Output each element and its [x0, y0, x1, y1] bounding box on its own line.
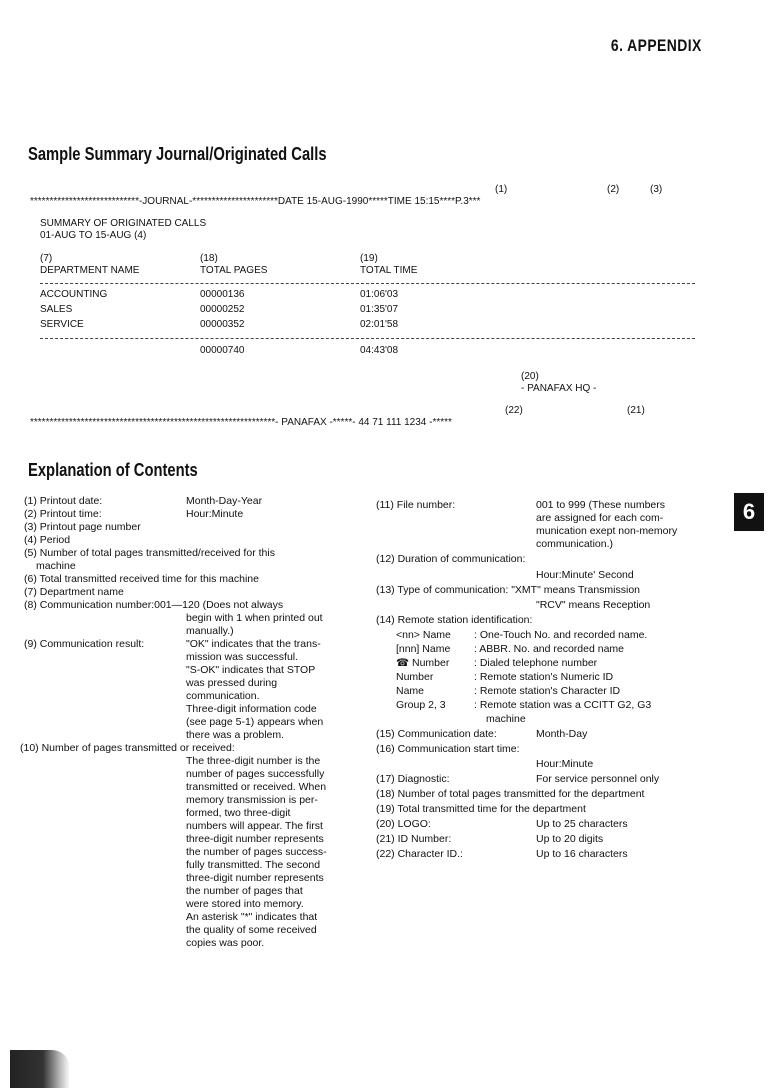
item-10: (10) Number of pages transmitted or received: — [20, 742, 235, 754]
divider — [40, 338, 695, 339]
callout-21: (21) — [627, 405, 645, 416]
phone-icon: ☎ Number — [396, 657, 450, 669]
item-16: (16) Communication start time: — [376, 743, 520, 755]
section-header: 6. APPENDIX — [611, 36, 702, 55]
item-14-cont: machine — [486, 713, 526, 725]
item-14-key: <nn> Name — [396, 629, 451, 641]
item-9-cont: communication. — [186, 690, 260, 702]
col-header-pages: TOTAL PAGES — [200, 265, 268, 276]
item-9-cont: (see page 5-1) appears when — [186, 716, 324, 728]
item-10-cont: the number of pages success- — [186, 846, 327, 858]
row-time: 02:01'58 — [360, 319, 399, 330]
item-9-cont: was pressed during — [186, 677, 278, 689]
row-dept: SALES — [40, 304, 73, 315]
row-pages: 00000136 — [200, 289, 245, 300]
item-4: (4) Period — [24, 534, 71, 546]
item-21-value: Up to 20 digits — [536, 833, 604, 845]
item-10-cont: An asterisk "*" indicates that — [186, 911, 318, 923]
journal-line: ****************************-JOURNAL-**********************DATE 15-AUG-1990*****TIME 15:15****P.3*** — [30, 196, 481, 207]
item-14-key: Group 2, 3 — [396, 699, 446, 711]
item-11-cont: munication exept non-memory — [536, 525, 678, 537]
item-10-cont: were stored into memory. — [186, 898, 304, 910]
item-8-cont: begin with 1 when printed out — [186, 612, 323, 624]
col-num-18: (18) — [200, 253, 218, 264]
item-8-cont: manually.) — [186, 625, 234, 637]
item-17-value: For service personnel only — [536, 773, 660, 785]
explanation-right — [376, 499, 716, 869]
row-pages: 00000352 — [200, 319, 245, 330]
col-num-19: (19) — [360, 253, 378, 264]
item-9-value: "OK" indicates that the trans- — [186, 638, 321, 650]
item-7: (7) Department name — [24, 586, 124, 598]
callout-3: (3) — [650, 184, 663, 195]
item-21: (21) ID Number: — [376, 833, 452, 845]
item-10-cont: copies was poor. — [186, 937, 265, 949]
row-dept: SERVICE — [40, 319, 84, 330]
item-14-key: Name — [396, 685, 425, 697]
item-22: (22) Character ID.: — [376, 848, 463, 860]
item-14-key: Number — [396, 671, 434, 683]
item-10-cont: the number of pages that — [186, 885, 303, 897]
item-14: (14) Remote station identification: — [376, 614, 533, 626]
item-11-value: 001 to 999 (These numbers — [536, 499, 665, 511]
callout-2: (2) — [607, 184, 620, 195]
item-14-desc: : Dialed telephone number — [474, 657, 598, 669]
sample-heading: Sample Summary Journal/Originated Calls — [28, 144, 327, 164]
item-17: (17) Diagnostic: — [376, 773, 450, 785]
callout-1: (1) — [495, 184, 508, 195]
item-3: (3) Printout page number — [24, 521, 141, 533]
total-time: 04:43'08 — [360, 345, 399, 356]
item-20-value: Up to 25 characters — [536, 818, 628, 830]
row-time: 01:06'03 — [360, 289, 399, 300]
item-11-cont: are assigned for each com- — [536, 512, 664, 524]
item-10-cont: the quality of some received — [186, 924, 317, 936]
item-10-cont: three-digit number represents — [186, 872, 324, 884]
item-1-value: Month-Day-Year — [186, 495, 263, 507]
divider — [40, 283, 695, 284]
col-header-time: TOTAL TIME — [360, 265, 418, 276]
item-10-cont: number of pages successfully — [186, 768, 325, 780]
row-pages: 00000252 — [200, 304, 245, 315]
item-6: (6) Total transmitted received time for this machine — [24, 573, 259, 585]
item-9-cont: "S-OK" indicates that STOP — [186, 664, 316, 676]
item-10-cont: numbers will appear. The first — [186, 820, 323, 832]
item-10-cont: fully transmitted. The second — [186, 859, 321, 871]
item-14-desc: : Remote station was a CCITT G2, G3 — [474, 699, 652, 711]
item-5-cont: machine — [36, 560, 76, 572]
col-header-dept: DEPARTMENT NAME — [40, 265, 140, 276]
item-2: (2) Printout time: — [24, 508, 102, 520]
item-15-value: Month-Day — [536, 728, 588, 740]
total-pages: 00000740 — [200, 345, 245, 356]
item-2-value: Hour:Minute — [186, 508, 244, 520]
item-9-cont: Three-digit information code — [186, 703, 317, 715]
item-14-key: [nnn] Name — [396, 643, 451, 655]
item-10-cont: transmitted or received. When — [186, 781, 327, 793]
col-num-7: (7) — [40, 253, 53, 264]
summary-title: SUMMARY OF ORIGINATED CALLS — [40, 218, 207, 229]
item-10-cont: three-digit number represents — [186, 833, 324, 845]
summary-period: 01-AUG TO 15-AUG (4) — [40, 230, 147, 241]
item-16-value: Hour:Minute — [536, 758, 594, 770]
item-20: (20) LOGO: — [376, 818, 431, 830]
scan-artifact — [10, 1050, 70, 1088]
logo-text: - PANAFAX HQ - — [521, 383, 597, 394]
logo-callout: (20) — [521, 371, 539, 382]
item-10-cont: formed, two three-digit — [186, 807, 291, 819]
item-22-value: Up to 16 characters — [536, 848, 628, 860]
item-15: (15) Communication date: — [376, 728, 497, 740]
footer-line: ***************************************************************- PANAFAX -*****- 44 71 111 1234 -***** — [30, 417, 452, 428]
item-5: (5) Number of total pages transmitted/received for this — [24, 547, 275, 559]
item-9: (9) Communication result: — [24, 638, 145, 650]
row-time: 01:35'07 — [360, 304, 399, 315]
callout-22: (22) — [505, 405, 523, 416]
item-10-cont: The three-digit number is the — [186, 755, 321, 767]
item-9-cont: mission was successful. — [186, 651, 299, 663]
item-14-desc: : Remote station's Numeric ID — [474, 671, 614, 683]
item-19: (19) Total transmitted time for the department — [376, 803, 586, 815]
item-1: (1) Printout date: — [24, 495, 103, 507]
item-11: (11) File number: — [376, 499, 456, 511]
item-12: (12) Duration of communication: — [376, 553, 526, 565]
item-12-value: Hour:Minute' Second — [536, 569, 634, 581]
item-14-desc: : Remote station's Character ID — [474, 685, 621, 697]
item-8: (8) Communication number:001—120 (Does not always — [24, 599, 284, 611]
explanation-heading: Explanation of Contents — [28, 460, 198, 480]
chapter-tab: 6 — [734, 493, 764, 531]
item-10-cont: memory transmission is per- — [186, 794, 318, 806]
row-dept: ACCOUNTING — [40, 289, 108, 300]
item-9-cont: there was a problem. — [186, 729, 285, 741]
item-14-desc: : One-Touch No. and recorded name. — [474, 629, 648, 641]
item-13-cont: "RCV" means Reception — [536, 599, 651, 611]
item-13: (13) Type of communication: "XMT" means Transmission — [376, 584, 641, 596]
item-11-cont: communication.) — [536, 538, 614, 550]
explanation-left — [20, 495, 364, 1015]
item-14-desc: : ABBR. No. and recorded name — [474, 643, 624, 655]
item-18: (18) Number of total pages transmitted for the department — [376, 788, 645, 800]
